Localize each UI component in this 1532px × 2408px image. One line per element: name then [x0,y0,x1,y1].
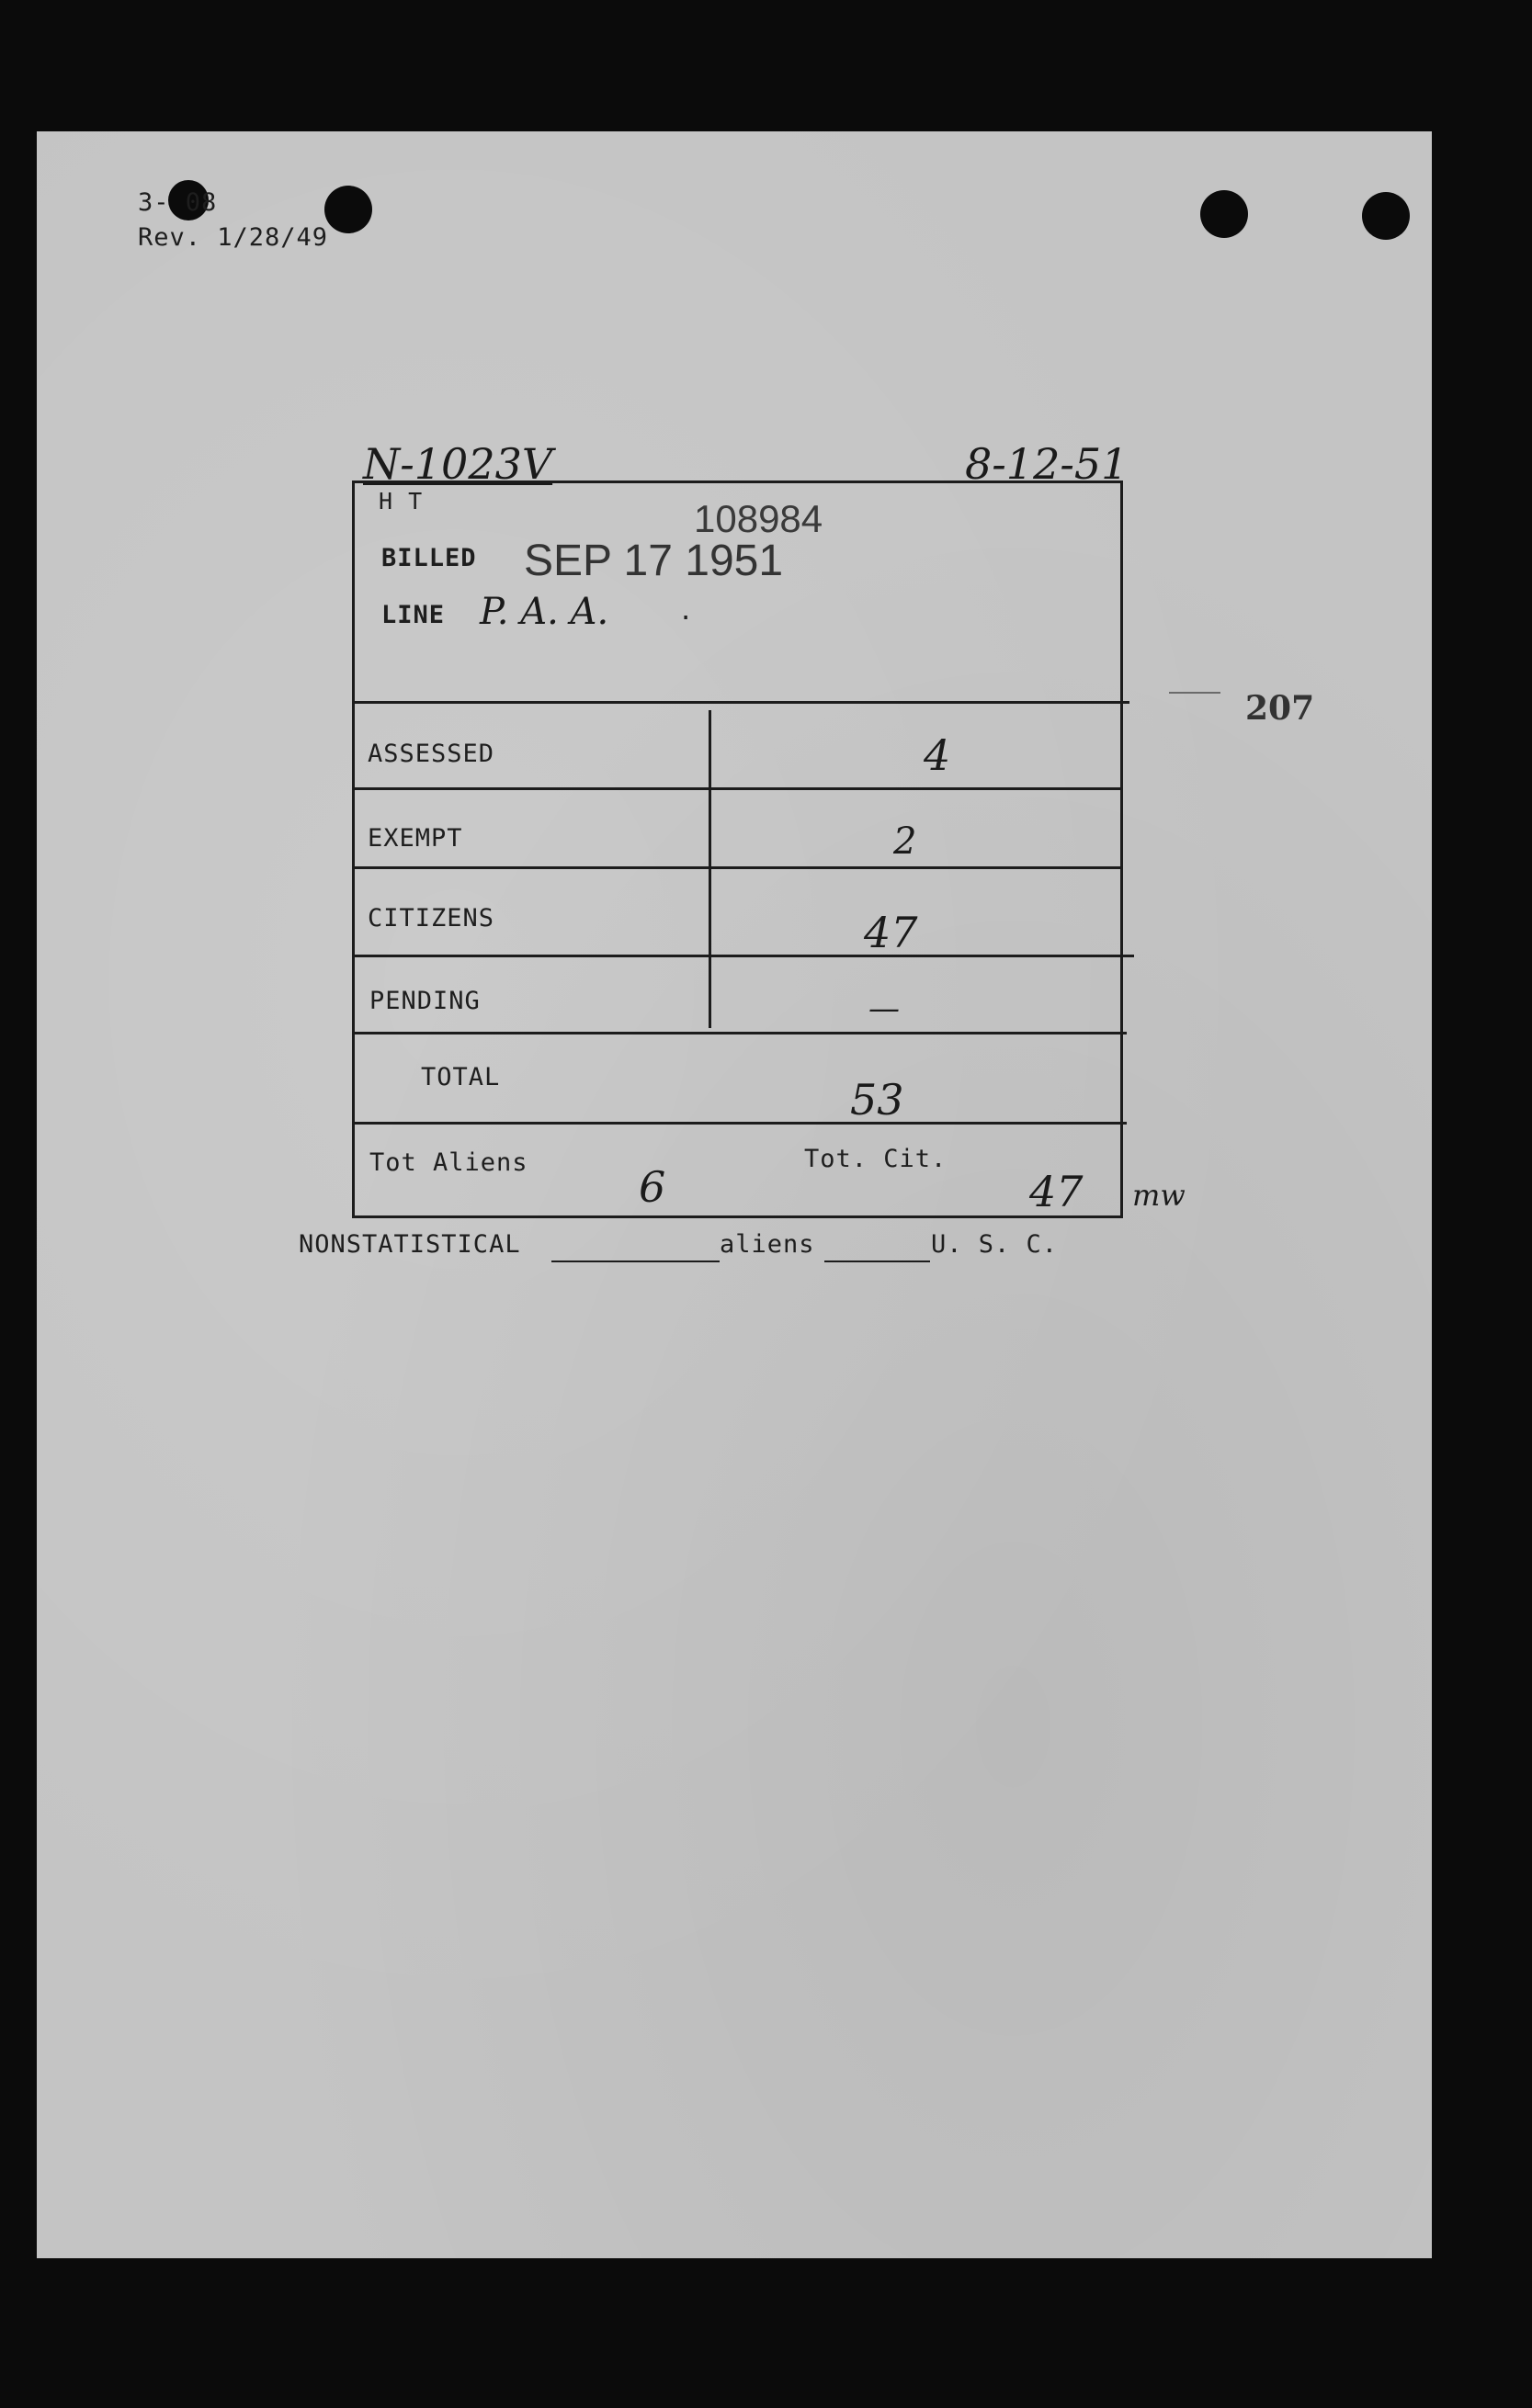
line-dot: . [678,597,695,626]
serial-number-stamp: 108984 [694,497,823,540]
line-value: P. A. A. [480,591,609,633]
rule-pending-bottom [352,1032,1127,1034]
punch-hole-3 [1200,190,1248,238]
nonstatistical-label: NONSTATISTICAL [299,1230,521,1259]
punch-hole-2 [324,186,372,233]
row-label-exempt: EXEMPT [368,824,463,853]
tot-aliens-value: 6 [639,1162,666,1212]
usc-label: U. S. C. [931,1230,1059,1259]
tot-aliens-label: Tot Aliens [369,1148,528,1177]
punch-hole-4 [1362,192,1410,240]
billed-date-stamp: SEP 17 1951 [524,537,784,585]
rule-total-bottom [352,1122,1127,1125]
row-label-pending: PENDING [369,987,481,1015]
margin-tick [1169,692,1220,694]
nonstatistical-aliens-blank [551,1261,720,1262]
rule-exempt-bottom [352,866,1123,869]
column-divider [709,710,711,1028]
date-annotation: 8-12-51 [965,439,1129,489]
row-value-pending: — [868,990,900,1027]
line-label: LINE [381,601,446,629]
form-revision: Rev. 1/28/49 [138,223,329,252]
total-value: 53 [850,1075,904,1125]
nonstatistical-usc-blank [824,1261,930,1262]
rule-citizens-bottom [352,955,1134,957]
row-label-assessed: ASSESSED [368,740,495,768]
row-label-citizens: CITIZENS [368,904,495,933]
tot-cit-value: 47 [1029,1167,1084,1216]
tot-cit-label: Tot. Cit. [804,1145,948,1173]
row-value-exempt: 2 [893,820,917,863]
page-number: 207 [1245,689,1315,728]
ht-label: H T [379,488,424,514]
initials: mw [1132,1178,1186,1213]
billed-label: BILLED [381,544,477,572]
row-value-assessed: 4 [924,730,951,780]
rule-header-bottom [352,701,1129,704]
form-number: 3- 08 [138,188,218,217]
aliens-label: aliens [720,1230,815,1259]
row-value-citizens: 47 [864,908,918,957]
total-label: TOTAL [421,1063,501,1091]
file-number-annotation: N-1023V [363,439,553,489]
manifest-tally-box [352,480,1123,1218]
rule-assessed-bottom [352,787,1123,790]
